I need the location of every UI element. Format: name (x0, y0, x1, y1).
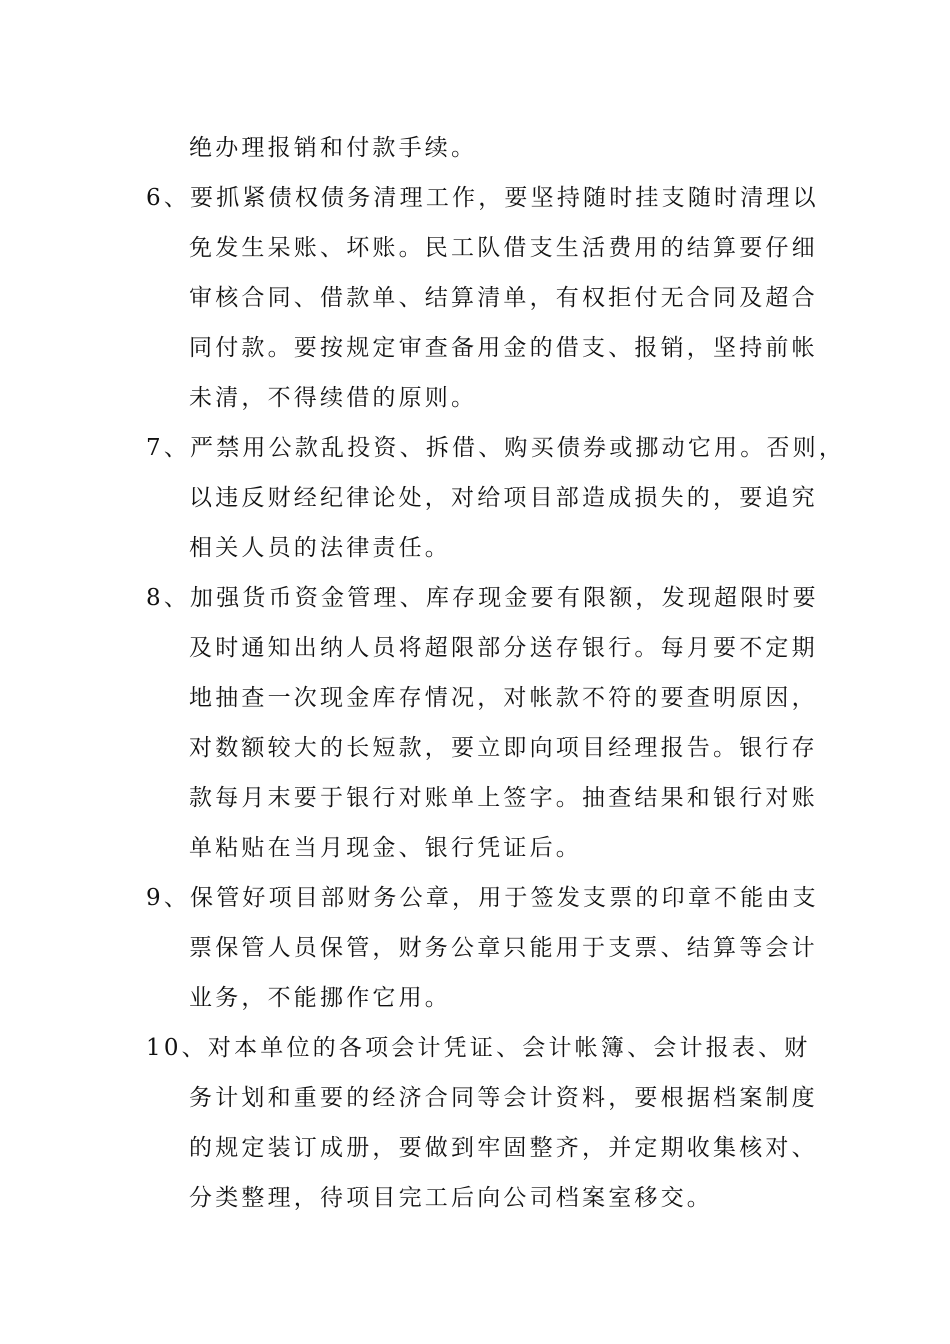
item-10-line-1: 10、对本单位的各项会计凭证、会计帐簿、会计报表、财 (146, 1035, 811, 1061)
item-8-line-3: 地抽查一次现金库存情况，对帐款不符的要查明原因， (189, 685, 818, 711)
item-6-line-3: 审核合同、借款单、结算清单，有权拒付无合同及超合 (189, 285, 818, 311)
item-8-line-1: 8、加强货币资金管理、库存现金要有限额，发现超限时要 (146, 585, 819, 611)
item-7-line-3: 相关人员的法律责任。 (189, 535, 451, 561)
item-8-line-2: 及时通知出纳人员将超限部分送存银行。每月要不定期 (189, 635, 818, 661)
item-9-line-2: 票保管人员保管，财务公章只能用于支票、结算等会计 (189, 935, 818, 961)
item-6-line-4: 同付款。要按规定审查备用金的借支、报销，坚持前帐 (189, 335, 818, 361)
item-10-line-2: 务计划和重要的经济合同等会计资料，要根据档案制度 (189, 1085, 818, 1111)
item-10-line-3: 的规定装订成册，要做到牢固整齐，并定期收集核对、 (189, 1135, 818, 1161)
item-9-line-1: 9、保管好项目部财务公章，用于签发支票的印章不能由支 (146, 885, 819, 911)
item-8-line-4: 对数额较大的长短款，要立即向项目经理报告。银行存 (189, 735, 818, 761)
item-7-line-2: 以违反财经纪律论处，对给项目部造成损失的，要追究 (189, 485, 818, 511)
item-10-line-4: 分类整理，待项目完工后向公司档案室移交。 (189, 1185, 713, 1211)
item-8-line-5: 款每月末要于银行对账单上签字。抽查结果和银行对账 (189, 785, 818, 811)
item-6-line-5: 未清，不得续借的原则。 (189, 385, 478, 411)
continuation-line: 绝办理报销和付款手续。 (189, 135, 478, 161)
item-7-line-1: 7、严禁用公款乱投资、拆借、购买债券或挪动它用。否则， (146, 435, 846, 461)
item-6-line-2: 免发生呆账、坏账。民工队借支生活费用的结算要仔细 (189, 235, 818, 261)
item-9-line-3: 业务，不能挪作它用。 (189, 985, 451, 1011)
item-8-line-6: 单粘贴在当月现金、银行凭证后。 (189, 835, 582, 861)
item-6-line-1: 6、要抓紧债权债务清理工作，要坚持随时挂支随时清理以 (146, 185, 819, 211)
